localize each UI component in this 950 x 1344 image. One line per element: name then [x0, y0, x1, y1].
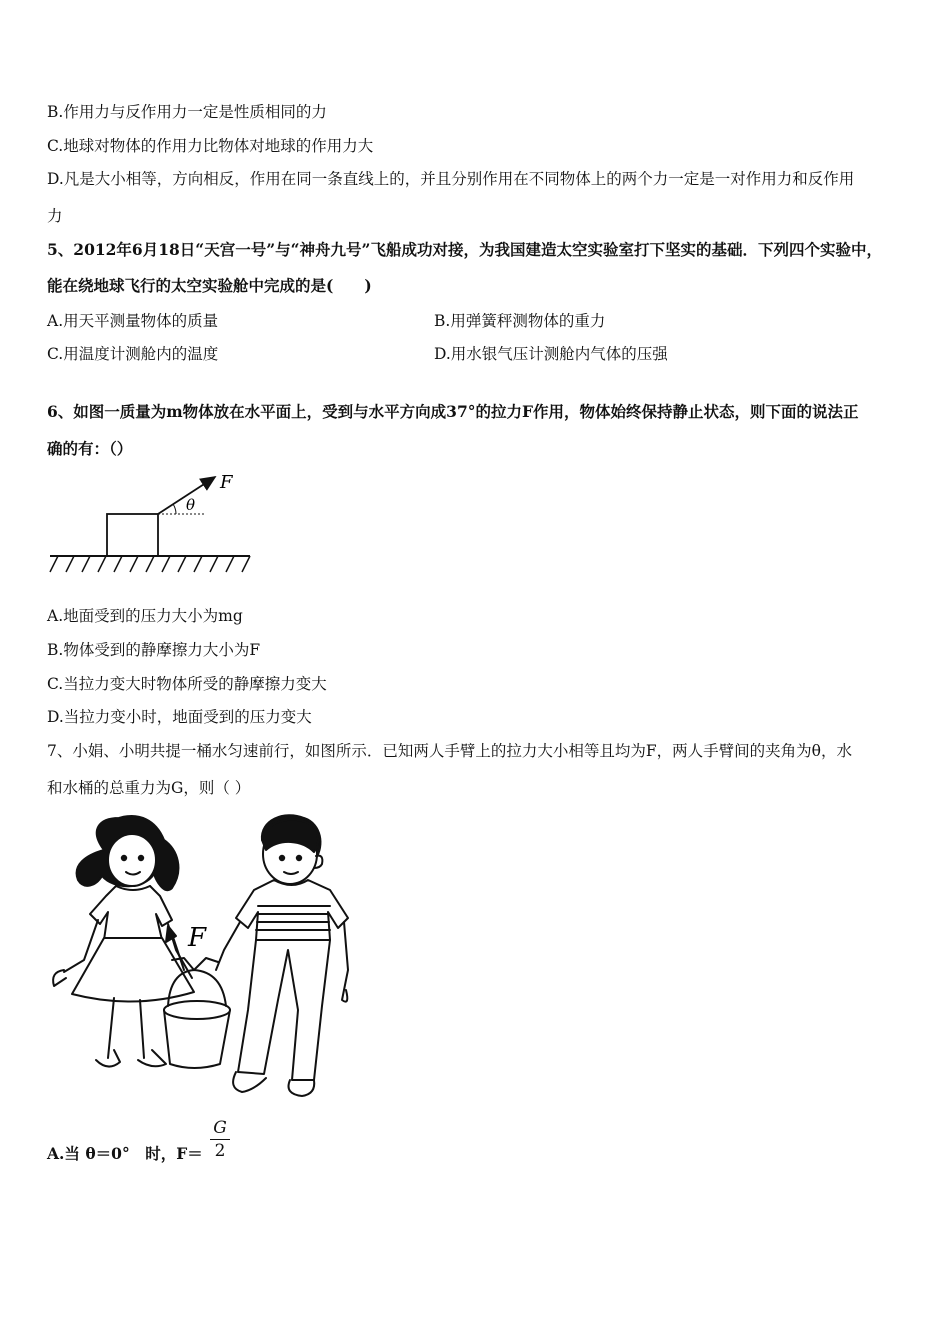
q7-option-a-text: A.当 θ＝0° 时，F＝ — [47, 1144, 203, 1163]
q6-stem-line2: 确的有：（） — [47, 439, 133, 458]
q6-option-a: A.地面受到的压力大小为mg — [47, 607, 243, 625]
q5-option-a: A.用天平测量物体的质量 — [47, 312, 219, 330]
q5-option-d: D.用水银气压计测舱内气体的压强 — [434, 345, 668, 363]
q6-option-c: C.当拉力变大时物体所受的静摩擦力变大 — [47, 675, 327, 693]
q6-option-b: B.物体受到的静摩擦力大小为F — [47, 641, 261, 659]
q5-stem-line1: 5、2012年6月18日“天宫一号”与“神舟九号”飞船成功对接，为我国建造太空实验室打下坚实的基础．下列四个实验中， — [47, 240, 882, 259]
q4-option-d-line2: 力 — [47, 207, 63, 225]
ground-hatching — [50, 556, 250, 572]
q4-option-c: C.地球对物体的作用力比物体对地球的作用力大 — [47, 137, 374, 155]
fraction-g-over-2 — [210, 1118, 230, 1161]
block-box — [107, 514, 158, 556]
q5-option-c: C.用温度计测舱内的温度 — [47, 345, 219, 363]
q7-option-a — [47, 1144, 203, 1164]
fraction-denominator: 2 — [214, 1141, 226, 1161]
fraction-numerator: G — [213, 1118, 227, 1138]
q6-option-d: D.当拉力变小时，地面受到的压力变大 — [47, 708, 312, 726]
angle-arc — [173, 504, 176, 514]
q5-stem-line2: 能在绕地球飞行的太空实验舱中完成的是( ) — [47, 276, 372, 295]
q5-option-b: B.用弹簧秤测物体的重力 — [434, 312, 606, 330]
children-bucket-illustration — [44, 810, 354, 1106]
angle-label: θ — [186, 496, 196, 514]
q6-stem-line1: 6、如图一质量为m物体放在水平面上，受到与水平方向成37°的拉力F作用，物体始终保持静止状态，则下面的说法正 — [47, 402, 859, 421]
fraction-bar — [210, 1139, 230, 1140]
q7-stem-line2: 和水桶的总重力为G，则（ ） — [47, 779, 251, 797]
q4-option-d-line1: D.凡是大小相等，方向相反，作用在同一条直线上的，并且分别作用在不同物体上的两个力一定是一对作用力和反作用 — [47, 170, 855, 188]
q7-stem-line1: 7、小娟、小明共提一桶水匀速前行，如图所示．已知两人手臂上的拉力大小相等且均为F，两人手臂间的夹角为θ，水 — [47, 742, 852, 760]
q4-option-b: B.作用力与反作用力一定是性质相同的力 — [47, 103, 327, 121]
block-force-diagram — [44, 466, 259, 578]
people-force-label: F — [188, 923, 207, 953]
force-label: F — [220, 472, 233, 493]
